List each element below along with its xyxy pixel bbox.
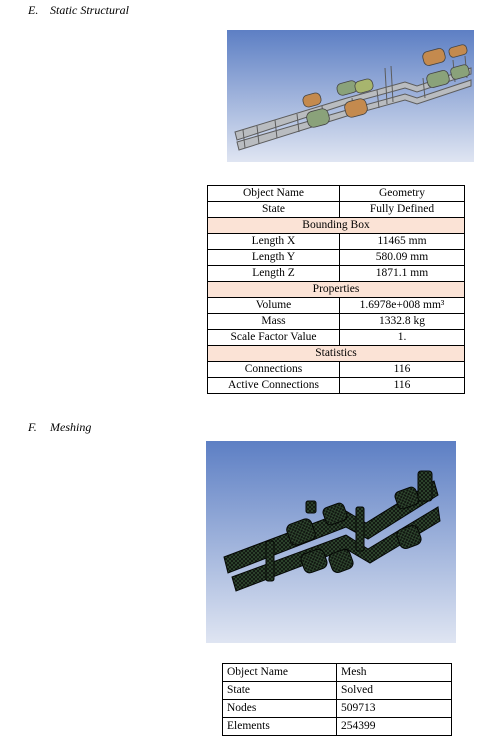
table-row (223, 682, 452, 700)
table-cell-label: Nodes (223, 700, 337, 718)
section-row-statistics (208, 346, 465, 362)
table-row (208, 186, 465, 202)
table-row (223, 700, 452, 718)
section-letter: F. (28, 420, 37, 434)
section-title: Static Structural (50, 3, 129, 17)
section-letter: E. (28, 3, 39, 17)
section-title: Properties (208, 282, 465, 298)
table-row (223, 664, 452, 682)
table-cell-value: 116 (340, 362, 465, 378)
table-cell-value: 11465 mm (340, 234, 465, 250)
table-cell-label: Object Name (208, 186, 340, 202)
table-row (208, 330, 465, 346)
table-cell-label: Scale Factor Value (208, 330, 340, 346)
table-cell-value: 1871.1 mm (340, 266, 465, 282)
table-cell-label: Mass (208, 314, 340, 330)
table-cell-value: 1.6978e+008 mm³ (340, 298, 465, 314)
table-cell-value: 254399 (337, 718, 452, 736)
table-cell-label: Length X (208, 234, 340, 250)
table-row (223, 718, 452, 736)
table-cell-label: Active Connections (208, 378, 340, 394)
table-row (208, 202, 465, 218)
table-cell-label: Length Y (208, 250, 340, 266)
table-row (208, 234, 465, 250)
table-cell-label: State (208, 202, 340, 218)
table-row (208, 250, 465, 266)
section-heading-meshing (28, 420, 91, 435)
table-row (208, 362, 465, 378)
table-cell-label: Connections (208, 362, 340, 378)
meshing-figure (206, 441, 456, 643)
section-row-properties (208, 282, 465, 298)
section-title: Meshing (50, 420, 92, 434)
geometry-details-table (207, 185, 465, 394)
table-cell-value: 116 (340, 378, 465, 394)
table-cell-value: 1332.8 kg (340, 314, 465, 330)
table-row (208, 298, 465, 314)
table-cell-value: Mesh (337, 664, 452, 682)
chassis-geometry-image (227, 30, 474, 162)
section-heading-static-structural (28, 3, 129, 18)
table-cell-label: Length Z (208, 266, 340, 282)
table-cell-value: Geometry (340, 186, 465, 202)
section-title: Statistics (208, 346, 465, 362)
table-row (208, 266, 465, 282)
table-cell-label: State (223, 682, 337, 700)
table-cell-value: Solved (337, 682, 452, 700)
mesh-details-table (222, 663, 452, 736)
section-row-bounding-box (208, 218, 465, 234)
table-cell-value: 1. (340, 330, 465, 346)
table-cell-value: Fully Defined (340, 202, 465, 218)
table-cell-value: 509713 (337, 700, 452, 718)
table-row (208, 314, 465, 330)
section-title: Bounding Box (208, 218, 465, 234)
table-cell-value: 580.09 mm (340, 250, 465, 266)
table-cell-label: Volume (208, 298, 340, 314)
static-structural-figure (227, 30, 474, 162)
table-cell-label: Object Name (223, 664, 337, 682)
table-cell-label: Elements (223, 718, 337, 736)
chassis-mesh-image (206, 441, 456, 643)
table-row (208, 378, 465, 394)
